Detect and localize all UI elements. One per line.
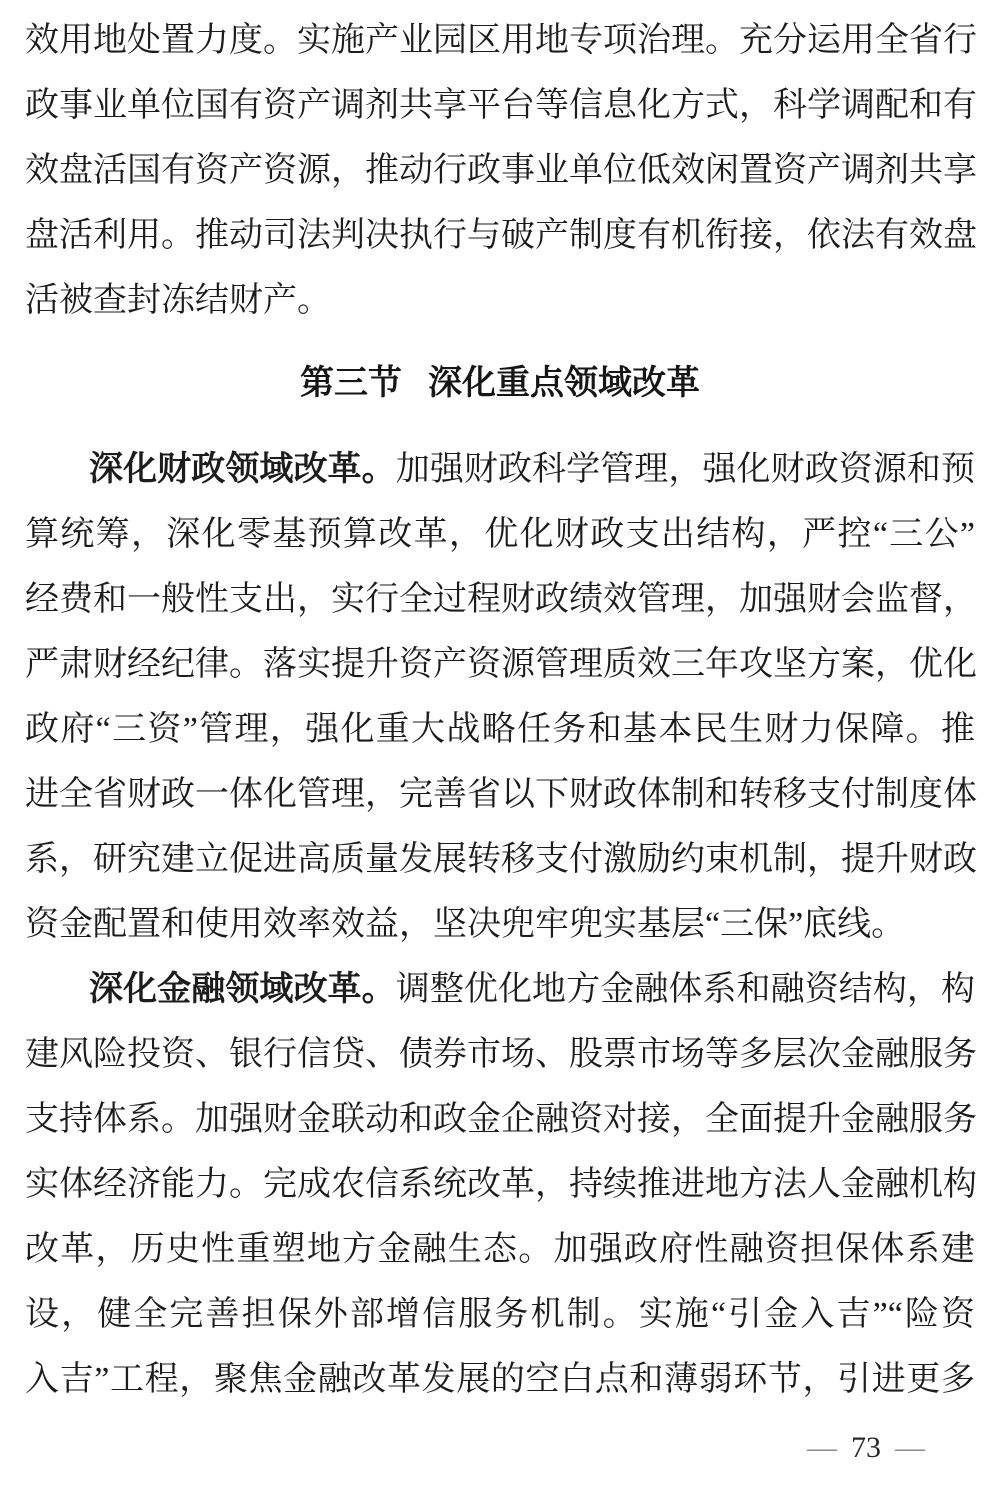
text-line (25, 567, 975, 632)
paragraph-fiscal-reform (25, 437, 975, 1412)
paragraph-text: 建风险投资、银行信贷、债券市场、股票市场等多层次金融服务 (25, 1036, 977, 1073)
text-line (25, 138, 975, 203)
paragraph-text: 设，健全完善担保外部增信服务机制。实施“引金入吉”“险资 (25, 1296, 975, 1333)
text-line (25, 892, 975, 957)
section-title: 深化重点领域改革 (428, 364, 700, 402)
page-footer (25, 1428, 975, 1468)
paragraph-lead-bold: 深化金融领域改革。 (89, 971, 396, 1008)
text-line (25, 502, 975, 567)
paragraphs-before-heading (25, 8, 975, 333)
footer-left-dash: — (807, 1431, 837, 1464)
text-line (25, 827, 975, 892)
paragraph-text: 政府“三资”管理，强化重大战略任务和基本民生财力保障。推 (25, 711, 975, 748)
paragraph-text: 改革，历史性重塑地方金融生态。加强政府性融资担保体系建 (25, 1231, 975, 1268)
paragraph-text: 入吉”工程，聚焦金融改革发展的空白点和薄弱环节，引进更多 (25, 1361, 975, 1398)
paragraph-text: 系，研究建立促进高质量发展转移支付激励约束机制，提升财政 (25, 841, 977, 878)
text-line (25, 697, 975, 762)
paragraph-text: 实体经济能力。完成农信系统改革，持续推进地方法人金融机构 (25, 1166, 977, 1203)
paragraph-text: 经费和一般性支出，实行全过程财政绩效管理，加强财会监督， (25, 581, 977, 618)
text-line (25, 957, 975, 1022)
paragraph-text: 效用地处置力度。实施产业园区用地专项治理。充分运用全省行 (25, 22, 977, 59)
section-heading (25, 351, 975, 416)
paragraph-text: 严肃财经纪律。落实提升资产资源管理质效三年攻坚方案，优化 (25, 646, 977, 683)
text-line (25, 437, 975, 502)
paragraph-text: 加强财政科学管理，强化财政资源和预 (395, 451, 976, 488)
page-number: 73 (851, 1431, 881, 1464)
paragraph-text: 活被查封冻结财产。 (25, 282, 331, 319)
paragraph-text: 支持体系。加强财金联动和政金企融资对接，全面提升金融服务 (25, 1101, 977, 1138)
paragraph-text: 盘活利用。推动司法判决执行与破产制度有机衔接，依法有效盘 (25, 217, 977, 254)
paragraph-lead-bold: 深化财政领域改革。 (89, 451, 396, 488)
paragraph-text: 资金配置和使用效率效益，坚决兜牢兜实基层“三保”底线。 (25, 906, 906, 943)
text-line (25, 8, 975, 73)
text-line (25, 268, 975, 333)
text-line (25, 1217, 975, 1282)
text-line (25, 203, 975, 268)
paragraph-text: 算统筹，深化零基预算改革，优化财政支出结构，严控“三公” (25, 516, 975, 553)
footer-right-dash: — (895, 1431, 925, 1464)
paragraph-text: 调整优化地方金融体系和融资结构，构 (395, 971, 976, 1008)
text-line (25, 1152, 975, 1217)
text-line (25, 1282, 975, 1347)
text-line (25, 1087, 975, 1152)
text-line (25, 1022, 975, 1087)
paragraph-text: 效盘活国有资产资源，推动行政事业单位低效闲置资产调剂共享 (25, 152, 977, 189)
text-line (25, 1347, 975, 1412)
section-number: 第三节 (300, 364, 402, 402)
text-line (25, 762, 975, 827)
paragraph-text: 进全省财政一体化管理，完善省以下财政体制和转移支付制度体 (25, 776, 977, 813)
text-line (25, 632, 975, 697)
text-line (25, 73, 975, 138)
paragraph-text: 政事业单位国有资产调剂共享平台等信息化方式，科学调配和有 (25, 87, 977, 124)
